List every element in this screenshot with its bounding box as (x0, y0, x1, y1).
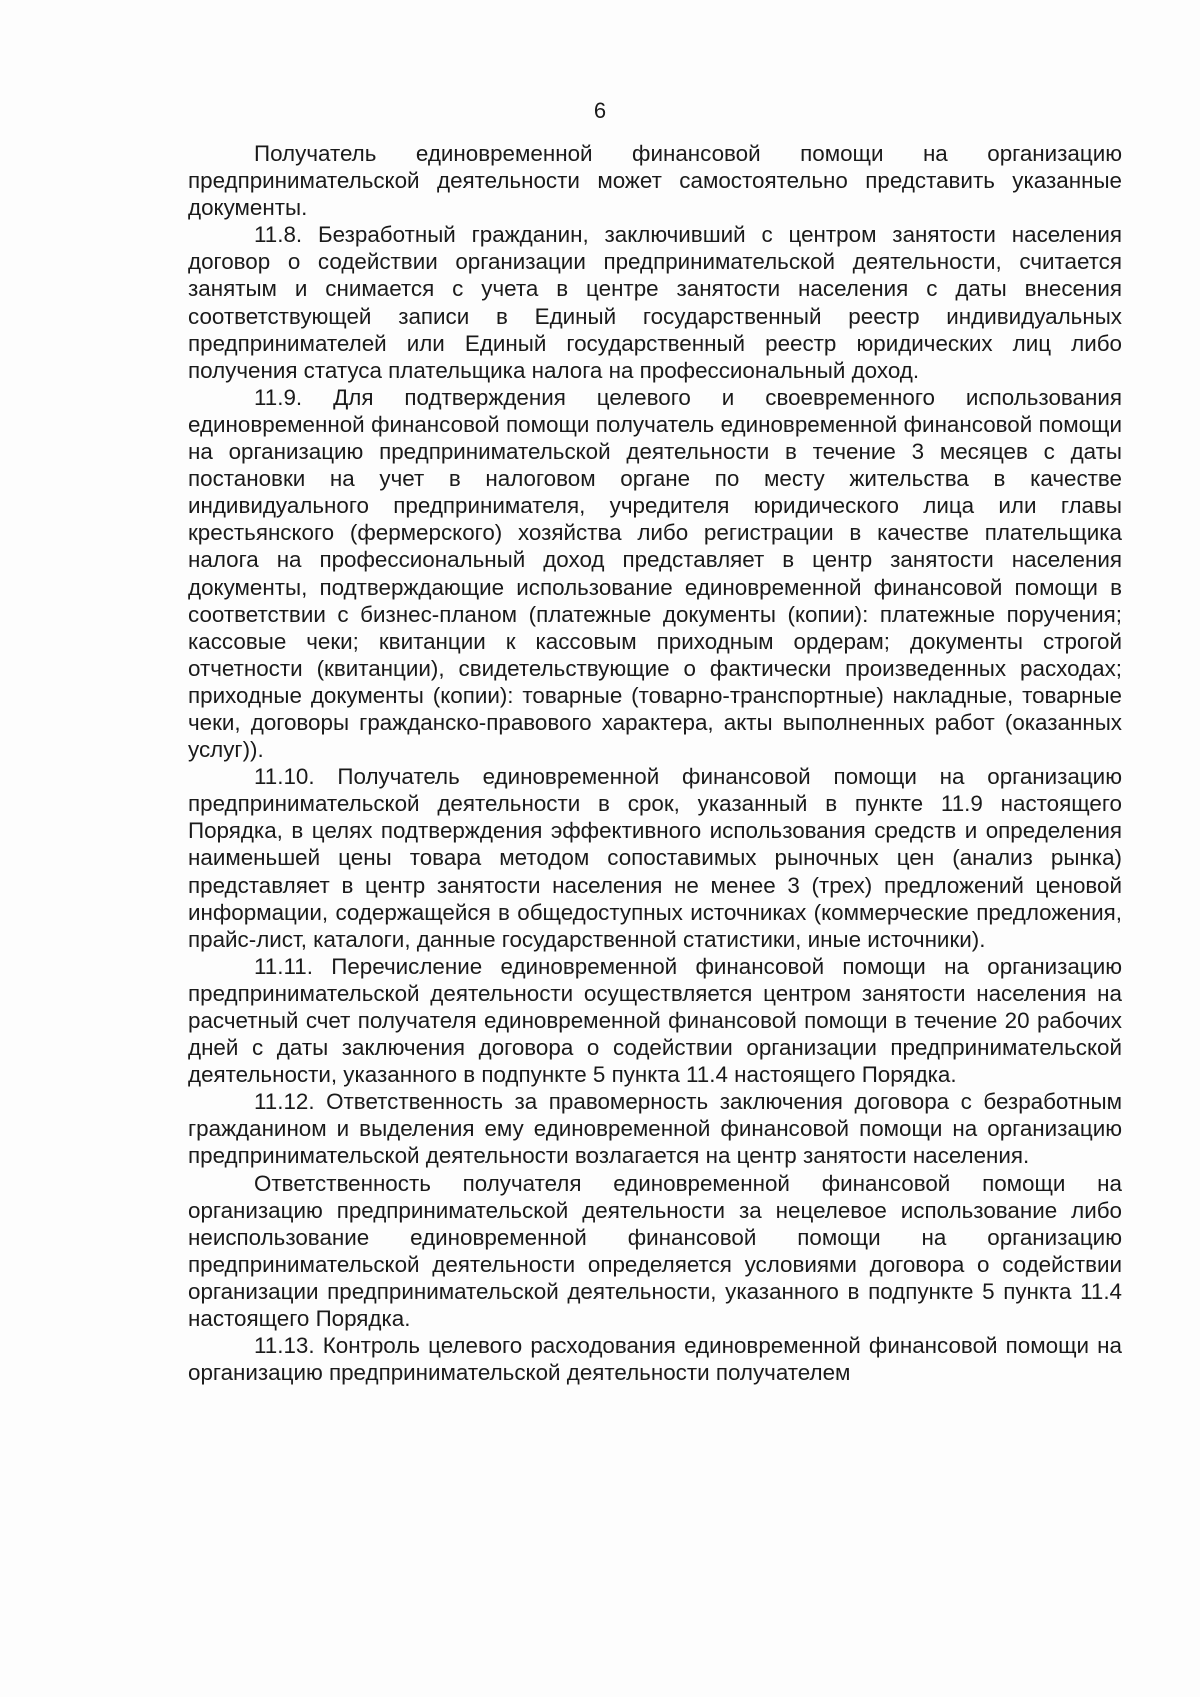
page-number: 6 (593, 98, 607, 123)
paragraph-11-11: 11.11. Перечисление единовременной финансовой помощи на организацию предпринимательской деятельности осуществляется центром занятости населения на расчетный счет получателя единовременной финансовой помощи в течение 20 рабочих дней с даты заключения договора о содействии организации предпринимательской деятельности, указанного в подпункте 5 пункта 11.4 настоящего Порядка. (188, 953, 1122, 1088)
paragraph-documents-self-submission: Получатель единовременной финансовой помощи на организацию предпринимательской деятельности может самостоятельно представить указанные документы. (188, 141, 1122, 221)
paragraph-11-10: 11.10. Получатель единовременной финансовой помощи на организацию предпринимательской деятельности в срок, указанный в пункте 11.9 настоящего Порядка, в целях подтверждения эффективного использования средств и определения наименьшей цены товара методом сопоставимых рыночных цен (анализ рынка) представляет в центр занятости населения не менее 3 (трех) предложений ценовой информации, содержащейся в общедоступных источниках (коммерческие предложения, прайс-лист, каталоги, данные государственной статистики, иные источники). (188, 764, 1122, 952)
paragraph-11-8: 11.8. Безработный гражданин, заключивший с центром занятости населения договор о содействии организации предпринимательской деятельности, считается занятым и снимается с учета в центре занятости населения с даты внесения соответствующей записи в Единый государственный реестр индивидуальных предпринимателей или Единый государственный реестр юридических лиц либо получения статуса плательщика налога на профессиональный доход. (188, 222, 1122, 383)
paragraph-responsibility: Ответственность получателя единовременной финансовой помощи на организацию предпринимательской деятельности за нецелевое использование либо неиспользование единовременной финансовой помощи на организацию предпринимательской деятельности определяется условиями договора о содействии организации предпринимательской деятельности, указанного в подпункте 5 пункта 11.4 настоящего Порядка. (188, 1170, 1122, 1332)
paragraph-11-13: 11.13. Контроль целевого расходования единовременной финансовой помощи на организацию предпринимательской деятельности получателем (188, 1333, 1122, 1386)
paragraph-11-9: 11.9. Для подтверждения целевого и своевременного использования единовременной финансовой помощи получатель единовременной финансовой помощи на организацию предпринимательской деятельности в течение 3 месяцев с даты постановки на учет в налоговом органе по месту жительства в качестве индивидуального предпринимателя, учредителя юридического лица или главы крестьянского (фермерского) хозяйства либо регистрации в качестве плательщика налога на профессиональный доход представляет в центр занятости населения документы, подтверждающие использование единовременной финансовой помощи в соответствии с бизнес-планом (платежные документы (копии): платежные поручения; кассовые чеки; квитанции к кассовым приходным ордерам; документы строгой отчетности (квитанции), свидетельствующие о фактически произведенных расходах; приходные документы (копии): товарные (товарно-транспортные) накладные, товарные чеки, договоры гражданско-правового характера, акты выполненных работ (оказанных услуг)). (188, 384, 1122, 763)
document-body (188, 140, 1122, 1386)
paragraph-11-12: 11.12. Ответственность за правомерность заключения договора с безработным гражданином и выделения ему единовременной финансовой помощи на организацию предпринимательской деятельности возлагается на центр занятости населения. (188, 1089, 1122, 1169)
